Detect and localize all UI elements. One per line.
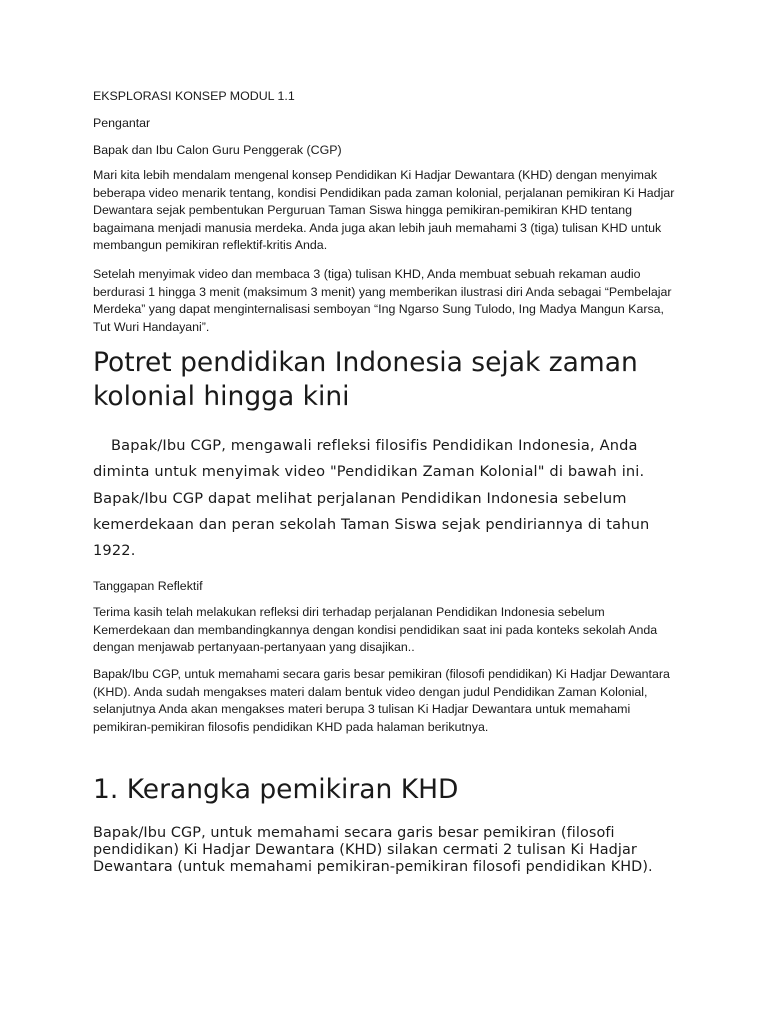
section1-heading: Potret pendidikan Indonesia sejak zaman kolonial hingga kini xyxy=(93,347,638,412)
reflection-label: Tanggapan Reflektif xyxy=(93,579,203,593)
intro-label: Pengantar xyxy=(93,116,151,130)
document-title-line: EKSPLORASI KONSEP MODUL 1.1 xyxy=(93,89,295,103)
section1-body: Bapak/Ibu CGP, mengawali refleksi filosifis Pendidikan Indonesia, Anda diminta untuk menyimak video "Pendidikan Zaman Kolonial" di bawah ini. Bapak/Ibu CGP dapat melihat perjalanan Pendidikan Indonesia sebelum kemerdekaan dan peran sekolah Taman Siswa sejak pendiriannya di tahun 1922. xyxy=(93,437,650,560)
audio-paragraph: Setelah menyimak video dan membaca 3 (tiga) tulisan KHD, Anda membuat sebuah rekaman audio berdurasi 1 hingga 3 menit (maksimum 3 menit) yang memberikan ilustrasi diri Anda sebagai “Pembelajar Merdeka” yang dapat menginternalisasi semboyan “Ing Ngarso Sung Tulodo, Ing Madya Mangun Karsa, Tut Wuri Handayani”. xyxy=(93,267,672,334)
khd-paragraph: Bapak/Ibu CGP, untuk memahami secara garis besar pemikiran (filosofi pendidikan) Ki Hadjar Dewantara (KHD). Anda sudah mengakses materi dalam bentuk video dengan judul Pendidikan Zaman Kolonial, selanjutnya Anda akan mengakses materi berupa 3 tulisan Ki Hadjar Dewantara untuk memahami pemikiran-pemikiran filosofis pendidikan KHD pada halaman berikutnya. xyxy=(93,667,670,734)
reflection-paragraph: Terima kasih telah melakukan refleksi diri terhadap perjalanan Pendidikan Indonesia sebelum Kemerdekaan dan membandingkannya dengan kondisi pendidikan saat ini pada konteks sekolah Anda dengan menjawab pertanyaan-pertanyaan yang disajikan.. xyxy=(93,605,658,654)
section2-heading: 1. Kerangka pemikiran KHD xyxy=(93,774,459,805)
section2-body: Bapak/Ibu CGP, untuk memahami secara garis besar pemikiran (filosofi pendidikan) Ki Hadjar Dewantara (KHD) silakan cermati 2 tulisan Ki Hadjar Dewantara (untuk memahami pemikiran-pemikiran filosofi pendidikan KHD). xyxy=(93,825,653,875)
salutation: Bapak dan Ibu Calon Guru Penggerak (CGP) xyxy=(93,143,342,157)
intro-paragraph: Mari kita lebih mendalam mengenal konsep Pendidikan Ki Hadjar Dewantara (KHD) dengan menyimak beberapa video menarik tentang, kondisi Pendidikan pada zaman kolonial, perjalanan pemikiran Ki Hadjar Dewantara sejak pembentukan Perguruan Taman Siswa hingga pemikiran-pemikiran KHD tentang bagaimana menjadi manusia merdeka. Anda juga akan lebih jauh memahami 3 (tiga) tulisan KHD untuk membangun pemikiran reflektif-kritis Anda. xyxy=(93,168,675,252)
